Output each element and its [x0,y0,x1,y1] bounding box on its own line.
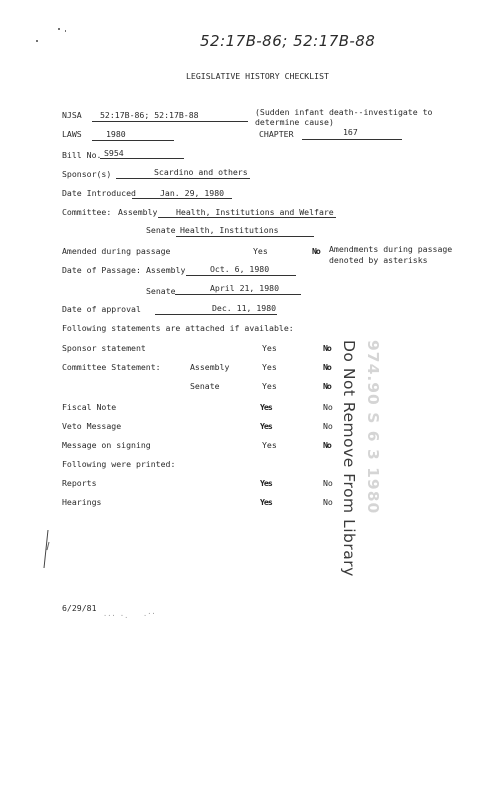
njsa-label: NJSA [62,110,82,120]
scan-speck [36,40,38,42]
hearings-no: No [323,497,333,507]
handwritten-statute-numbers: 52:17B-86; 52:17B-88 [200,32,376,50]
hearings-yes-marked: Yes [260,497,272,507]
hearings-label: Hearings [62,497,102,507]
committee-statement-senate-yes: Yes [262,381,277,391]
date-introduced-value: Jan. 29, 1980 [160,188,225,198]
committee-senate-label: Senate [146,225,176,235]
sponsors-underline [116,178,250,179]
committee-statement-assembly-no-marked: No [323,362,331,372]
following-printed-heading: Following were printed: [62,459,176,469]
amended-label: Amended during passage [62,246,171,256]
date-introduced-underline [132,198,232,199]
sponsor-statement-yes: Yes [262,343,277,353]
approval-underline [155,314,277,315]
message-on-signing-no-marked: No [323,440,331,450]
chapter-label: CHAPTER [259,129,294,139]
committee-assembly-label: Assembly [118,207,158,217]
amended-note-line2: denoted by asterisks [329,255,428,265]
veto-message-yes-marked: Yes [260,421,272,431]
committee-assembly-underline [158,217,336,218]
approval-label: Date of approval [62,304,141,314]
fiscal-note-label: Fiscal Note [62,402,117,412]
committee-statement-label: Committee Statement: [62,362,161,372]
committee-statement-assembly-yes: Yes [262,362,277,372]
passage-label: Date of Passage: [62,265,141,275]
passage-assembly-label: Assembly [146,265,186,275]
page-title: LEGISLATIVE HISTORY CHECKLIST [186,71,329,81]
passage-assembly-underline [186,275,296,276]
laws-value: 1980 [106,129,126,139]
passage-senate-value: April 21, 1980 [210,283,280,293]
committee-assembly-value: Health, Institutions and Welfare [176,207,334,217]
reports-no: No [323,478,333,488]
veto-message-label: Veto Message [62,421,122,431]
committee-statement-senate-label: Senate [190,381,220,391]
passage-senate-underline [175,294,301,295]
sponsor-statement-label: Sponsor statement [62,343,146,353]
call-number-stamp-text: 974.90 S 6 3 1980 [364,340,382,515]
committee-senate-underline [176,236,314,237]
do-not-remove-stamp-text: Do Not Remove From Library [340,340,358,577]
chapter-value: 167 [343,127,358,137]
library-stamp [310,340,382,577]
amended-no-marked: No [312,246,320,256]
laws-label: LAWS [62,129,82,139]
reports-yes-marked: Yes [260,478,272,488]
message-on-signing-yes: Yes [262,440,277,450]
committee-label: Committee: [62,207,112,217]
message-on-signing-label: Message on signing [62,440,151,450]
passage-senate-label: Senate [146,286,176,296]
amended-yes: Yes [253,246,268,256]
bill-value: S954 [104,148,124,158]
fiscal-note-no: No [323,402,333,412]
sponsors-label: Sponsor(s) [62,169,112,179]
chapter-underline [302,139,402,140]
scan-speck [58,28,60,30]
passage-assembly-value: Oct. 6, 1980 [210,264,270,274]
njsa-note-line1: (Sudden infant death--investigate to [255,107,433,117]
faint-scan-mark: .·· [143,610,156,618]
bill-label: Bill No. [62,150,102,160]
committee-statement-senate-no-marked: No [323,381,331,391]
sponsors-value: Scardino and others [154,167,248,177]
faint-scan-mark: ··· ·. [103,612,129,620]
committee-statement-assembly-label: Assembly [190,362,230,372]
approval-value: Dec. 11, 1980 [212,303,277,313]
sponsor-statement-no-marked: No [323,343,331,353]
fiscal-note-yes-marked: Yes [260,402,272,412]
laws-underline [92,140,174,141]
following-attached-heading: Following statements are attached if available: [62,323,294,333]
date-introduced-label: Date Introduced [62,188,136,198]
njsa-underline [92,121,248,122]
veto-message-no: No [323,421,333,431]
footer-date: 6/29/81 [62,603,97,613]
amended-note-line1: Amendments during passage [329,244,453,254]
scan-speck [65,30,66,32]
committee-senate-value: Health, Institutions [180,225,279,235]
reports-label: Reports [62,478,97,488]
pen-mark [40,528,52,572]
bill-underline [100,158,184,159]
njsa-value: 52:17B-86; 52:17B-88 [100,110,199,120]
njsa-note-line2: determine cause) [255,117,334,127]
